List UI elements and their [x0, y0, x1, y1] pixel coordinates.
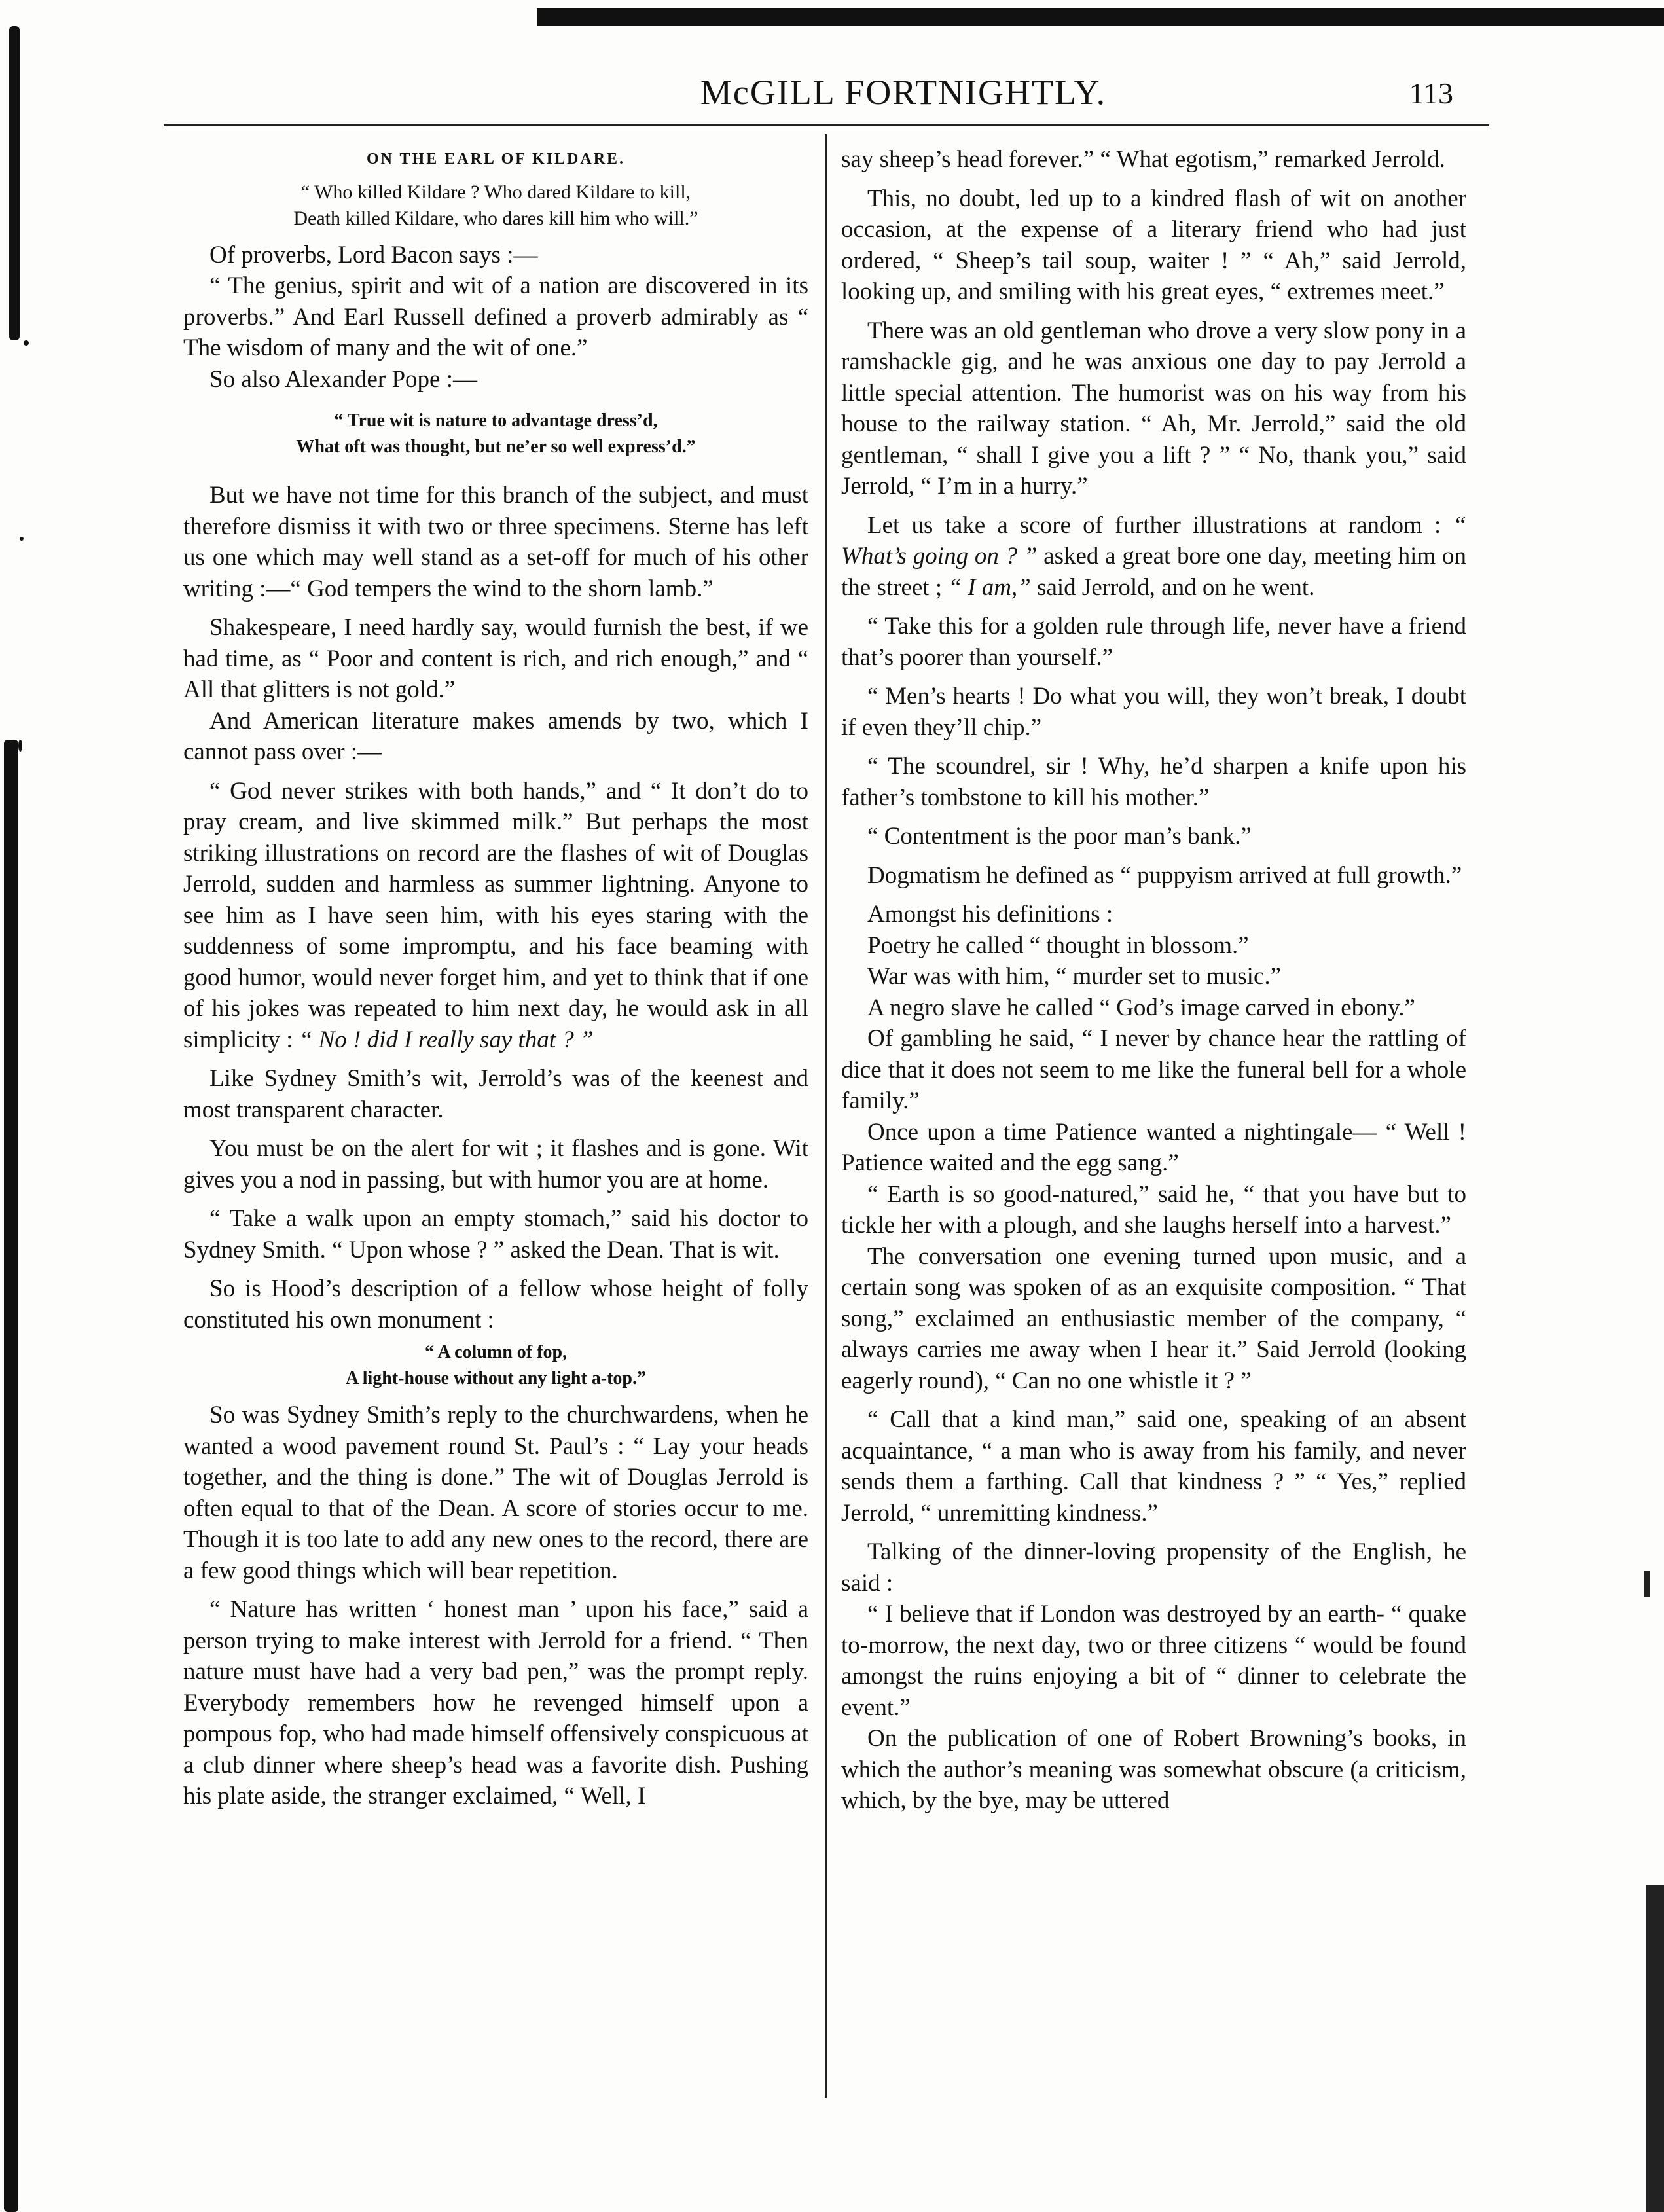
- verse-line: “ True wit is nature to advantage dress’d,: [334, 410, 658, 431]
- epitaph-verse: [183, 179, 808, 232]
- paragraph: “ The genius, spirit and wit of a nation are discovered in its proverbs.” And Earl Russell defined a proverb admirably as “ The wisdom of many and the wit of one.”: [183, 272, 808, 361]
- paragraph: Poetry he called “ thought in blossom.”: [867, 932, 1249, 959]
- paragraph: Like Sydney Smith’s wit, Jerrold’s was of the keenest and most transparent character.: [183, 1065, 808, 1123]
- scan-speck: [18, 740, 22, 752]
- header-rule: [164, 124, 1489, 126]
- paragraph: “ Take this for a golden rule through life, never have a friend that’s poorer than yourself.”: [841, 613, 1466, 671]
- verse-line: A light-house without any light a-top.”: [346, 1368, 646, 1388]
- paragraph: Of gambling he said, “ I never by chance hear the rattling of dice that it does not seem to me like the funeral bell for a whole family.”: [841, 1025, 1466, 1114]
- scan-edge-mark: [9, 26, 20, 340]
- paragraph: “ Call that a kind man,” said one, speaking of an absent acquaintance, “ a man who is away from his family, and never sends them a farthing. Call that kindness ? ” “ Yes,” replied Jerrold, “ unremitting kindness.”: [841, 1406, 1466, 1527]
- left-scan-edge: [0, 0, 46, 2212]
- paragraph: “ Men’s hearts ! Do what you will, they won’t break, I doubt if even they’ll chip.”: [841, 683, 1466, 741]
- epitaph-heading: ON THE EARL OF KILDARE.: [366, 151, 626, 168]
- right-scan-edge: [1625, 0, 1664, 2212]
- paragraph: [183, 776, 808, 1056]
- italic-quote: “ I am,”: [948, 573, 1031, 601]
- paragraph: There was an old gentleman who drove a very slow pony in a ramshackle gig, and he was anxious one day to pay Jerrold a little special attention. The humorist was on his way from his house to the railway station. “ Ah, Mr. Jerrold,” said the old gentleman, “ shall I give you a lift ? ” “ No, thank you,” said Jerrold, “ I’m in a hurry.”: [841, 317, 1466, 499]
- paragraph: And American literature makes amends by two, which I cannot pass over :—: [183, 707, 808, 765]
- paragraph: “ The scoundrel, sir ! Why, he’d sharpen a knife upon his father’s tombstone to kill his mother.”: [841, 753, 1466, 811]
- paragraph: Talking of the dinner-loving propensity of the English, he said :: [841, 1538, 1466, 1597]
- scan-edge-mark: [1644, 1571, 1650, 1597]
- paragraph: “ Contentment is the poor man’s bank.”: [867, 823, 1252, 850]
- paragraph-text: “ God never strikes with both hands,” and “ It don’t do to pray cream, and live skimmed milk.” But perhaps the most striking illustrations on record are the flashes of wit of Douglas Jerrold, sudden and harmless as summer lightning. Anyone to see him as I have seen him, with his eyes staring with the suddenness of some impromptu, and his face beaming with good humor, would never forget him, and yet to think that if one of his jokes was repeated to him next day, he would ask in all simplicity :: [183, 777, 808, 1053]
- paragraph: Amongst his definitions :: [867, 901, 1113, 928]
- verse-line: Death killed Kildare, who dares kill him who will.”: [293, 207, 698, 229]
- paragraph: So is Hood’s description of a fellow whose height of folly constituted his own monument :: [183, 1275, 808, 1333]
- paragraph-text: asked a great bore one day, meeting him on the street ;: [841, 543, 1466, 601]
- scan-speck: [24, 340, 29, 346]
- paragraph: “ Earth is so good-natured,” said he, “ that you have but to tickle her with a plough, and she laughs herself into a harvest.”: [841, 1180, 1466, 1239]
- paragraph: This, no doubt, led up to a kindred flash of wit on another occasion, at the expense of a literary friend who had just ordered, “ Sheep’s tail soup, waiter ! ” “ Ah,” said Jerrold, looking up, and smiling with his great eyes, “ extremes meet.”: [841, 185, 1466, 305]
- top-border-rule: [537, 8, 1664, 26]
- right-column: [841, 144, 1466, 1817]
- paragraph: Dogmatism he defined as “ puppyism arrived at full growth.”: [867, 861, 1462, 889]
- verse-line: “ Who killed Kildare ? Who dared Kildare to kill,: [300, 181, 691, 203]
- pope-verse: [183, 408, 808, 460]
- paragraph: A negro slave he called “ God’s image carved in ebony.”: [867, 994, 1415, 1021]
- paragraph-text: Let us take a score of further illustrations at random :: [867, 511, 1441, 539]
- verse-line: What oft was thought, but ne’er so well express’d.”: [296, 437, 696, 457]
- paragraph: Shakespeare, I need hardly say, would furnish the best, if we had time, as “ Poor and content is rich, and rich enough,” and “ All that glitters is not gold.”: [183, 614, 808, 703]
- page-header: [183, 72, 1492, 118]
- paragraph: But we have not time for this branch of the subject, and must therefore dismiss it with two or three specimens. Sterne has left us one which may well stand as a set-off for much of his other writing :—“ God tempers the wind to the shorn lamb.”: [183, 482, 808, 602]
- paragraph: So also Alexander Pope :—: [209, 365, 478, 393]
- running-title: McGILL FORTNIGHTLY.: [700, 73, 1107, 112]
- scan-edge-mark: [4, 740, 18, 2212]
- paragraph: You must be on the alert for wit ; it flashes and is gone. Wit gives you a nod in passing, but with humor you are at home.: [183, 1135, 808, 1193]
- paragraph: “ I believe that if London was destroyed by an earth- “ quake to-morrow, the next day, two or three citizens “ would be found amongst the ruins enjoying a bit of “ dinner to celebrate the event.”: [841, 1601, 1466, 1721]
- paragraph: [841, 510, 1466, 604]
- paragraph: say sheep’s head forever.” “ What egotism,” remarked Jerrold.: [841, 146, 1445, 173]
- verse-line: “ A column of fop,: [424, 1342, 568, 1362]
- left-column: [183, 144, 808, 1812]
- paragraph: “ Take a walk upon an empty stomach,” said his doctor to Sydney Smith. “ Upon whose ? ” asked the Dean. That is wit.: [183, 1205, 808, 1263]
- italic-quote: “ No ! did I really say that ? ”: [298, 1026, 594, 1053]
- paragraph: So was Sydney Smith’s reply to the churchwardens, when he wanted a wood pavement round St. Paul’s : “ Lay your heads together, and the thing is done.” The wit of Douglas Jerrold is often equal to that of the Dean. A score of stories occur to me. Though it is too late to add any new ones to the record, there are a few good things which will bear repetition.: [183, 1402, 808, 1584]
- paragraph: The conversation one evening turned upon music, and a certain song was spoken of as an exquisite composition. “ That song,” exclaimed an enthusiastic member of the company, “ always carries me away when I hear it.” Said Jerrold (looking eagerly round), “ Can no one whistle it ? ”: [841, 1242, 1466, 1394]
- paragraph: War was with him, “ murder set to music.”: [867, 963, 1282, 990]
- column-divider: [825, 134, 827, 2098]
- paragraph: Of proverbs, Lord Bacon says :—: [209, 241, 538, 268]
- paragraph: On the publication of one of Robert Browning’s books, in which the author’s meaning was somewhat obscure (a criticism, which, by the bye, may be uttered: [841, 1725, 1466, 1814]
- page-number: 113: [1409, 77, 1453, 110]
- paragraph-text: said Jerrold, and on he went.: [1030, 573, 1315, 601]
- paragraph: Once upon a time Patience wanted a nightingale— “ Well ! Patience waited and the egg sang.”: [841, 1118, 1466, 1176]
- paragraph: “ Nature has written ‘ honest man ’ upon his face,” said a person trying to make interest with Jerrold for a friend. “ Then nature must have had a very bad pen,” was the prompt reply. Everybody remembers how he revenged himself upon a pompous fop, who had made himself offensively conspicuous at a club dinner where sheep’s head was a favorite dish. Pushing his plate aside, the stranger exclaimed, “ Well, I: [183, 1596, 808, 1809]
- hood-verse: [183, 1339, 808, 1392]
- italic-quote: “ What’s going on ? ”: [841, 511, 1466, 570]
- scan-speck: [20, 537, 24, 541]
- scan-edge-mark: [1646, 1885, 1664, 2212]
